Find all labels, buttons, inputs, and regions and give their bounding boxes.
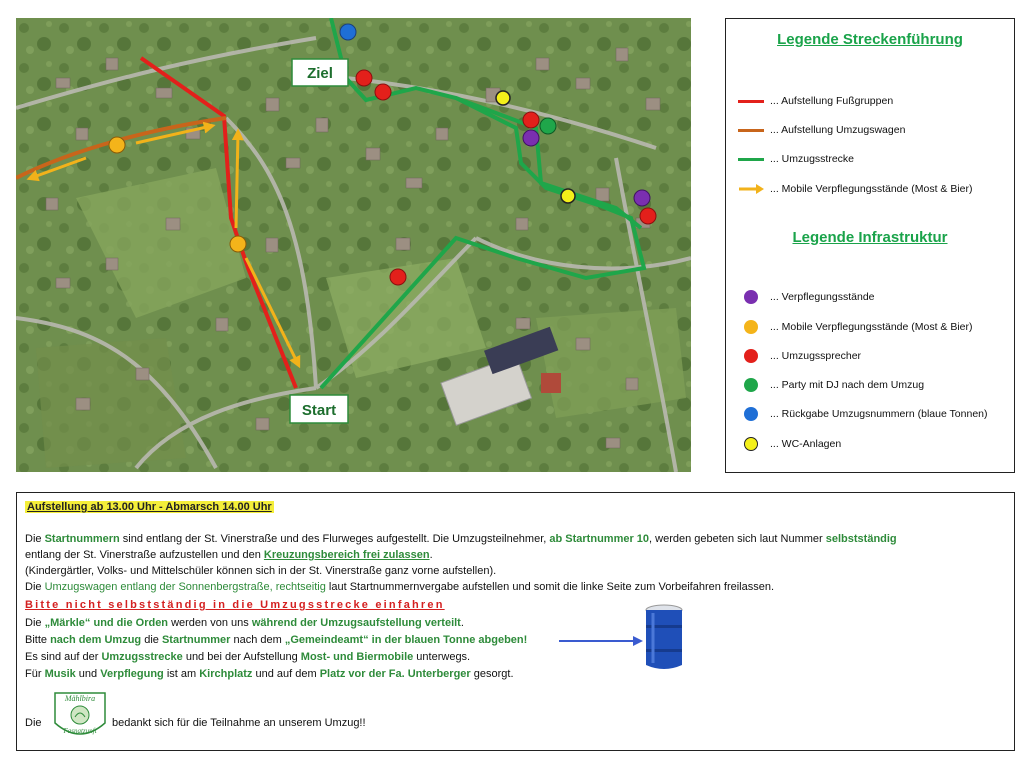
yellow-arrow-icon — [736, 179, 766, 199]
text: laut Startnummernvergabe aufstellen und somit die linke Seite zum Vorbeifahren freilassen. — [325, 581, 775, 593]
warning-text: Bitte nicht selbstständig in die Umzugsstrecke einfahren — [25, 599, 445, 611]
legend-label: ... Mobile Verpflegungsstände (Most & Bier) — [770, 183, 973, 195]
orange-line-icon — [738, 129, 764, 132]
text: werden von uns — [168, 617, 252, 629]
paragraph-3: (Kindergärtler, Volks- und Mittelschüler können sich in der St. Vinerstraße ganz vorne aufstellen). — [25, 565, 497, 577]
legend-label: ... Aufstellung Fußgruppen — [770, 95, 894, 107]
fasnatzunft-logo — [49, 689, 111, 745]
verpflegung-marker — [634, 190, 650, 206]
yellow-dot-icon — [744, 437, 758, 451]
text-highlight: nach dem Umzug — [50, 634, 142, 646]
text: . — [429, 549, 433, 561]
legend-route-title: Legende Streckenführung — [777, 31, 963, 48]
mobile-stand-marker — [230, 236, 246, 252]
red-line-icon — [738, 100, 764, 103]
text: gesorgt. — [470, 668, 514, 680]
text: entlang der St. Vinerstraße aufzustellen und den — [25, 549, 264, 561]
paragraph-1 — [25, 531, 897, 547]
text-highlight: selbstständig — [825, 533, 897, 545]
text-highlight: Umzugsstrecke — [101, 651, 183, 663]
umzugssprecher-marker — [356, 70, 372, 86]
blue-arrow-icon — [557, 631, 647, 651]
closing-text-b: bedankt sich für die Teilnahme an unserem Umzug!! — [112, 717, 366, 729]
ziel-label-text: Ziel — [307, 65, 333, 82]
umzugssprecher-marker — [375, 84, 391, 100]
legend-item-party — [736, 375, 924, 395]
text: Die — [25, 533, 45, 545]
legend-label: ... Umzugssprecher — [770, 350, 862, 362]
legend-infra-title: Legende Infrastruktur — [792, 229, 948, 246]
umzugssprecher-marker — [523, 112, 539, 128]
legend-label: ... Mobile Verpflegungsstände (Most & Bier) — [770, 321, 973, 333]
orange-dot-icon — [744, 320, 758, 334]
text-highlight: Kirchplatz — [199, 668, 253, 680]
text-highlight: ab Startnummer 10 — [549, 533, 650, 545]
paragraph-2 — [25, 547, 433, 563]
logo-text-top: Mählbira — [64, 694, 96, 703]
text: , werden gebeten sich laut Nummer — [649, 533, 826, 545]
text-highlight: Startnummer — [161, 634, 231, 646]
ziel-label — [292, 59, 348, 86]
blue-dot-icon — [744, 407, 758, 421]
text: die — [141, 634, 162, 646]
legend-item-mobile-arrow — [736, 179, 973, 199]
red-dot-icon — [744, 349, 758, 363]
text: sind entlang der St. Vinerstraße und des Flurweges aufgestellt. Die Umzugsteilnehmer, — [119, 533, 550, 545]
text: Für — [25, 668, 45, 680]
text-highlight: Platz vor der Fa. Unterberger — [319, 668, 471, 680]
umzugssprecher-marker — [640, 208, 656, 224]
text-highlight: Musik — [44, 668, 76, 680]
wc-marker — [496, 91, 510, 105]
text: ist am — [163, 668, 200, 680]
paragraph-5 — [25, 615, 464, 631]
text-highlight: Verpflegung — [100, 668, 164, 680]
aerial-map-svg — [16, 18, 691, 472]
headline-text: Aufstellung ab 13.00 Uhr - Abmarsch 14.00 Uhr — [27, 501, 272, 513]
party-marker — [540, 118, 556, 134]
paragraph-4 — [25, 579, 774, 595]
info-box — [16, 492, 1015, 751]
paragraph-7 — [25, 649, 470, 665]
text: Bitte — [25, 634, 51, 646]
warning-line — [25, 597, 445, 613]
text-highlight: „Märkle“ und die Orden — [44, 617, 169, 629]
route-map — [16, 18, 691, 472]
headline — [25, 499, 274, 515]
legend-label: ... Rückgabe Umzugsnummern (blaue Tonnen) — [770, 408, 988, 420]
green-line-icon — [738, 158, 764, 161]
legend-label: ... Party mit DJ nach dem Umzug — [770, 379, 925, 391]
text: und — [75, 668, 101, 680]
legend-item-rueckgabe — [736, 404, 988, 424]
paragraph-8 — [25, 666, 514, 682]
text: unterwegs. — [413, 651, 471, 663]
text: Die — [25, 617, 45, 629]
legend-label: ... Verpflegungsstände — [770, 291, 875, 303]
text: und auf dem — [252, 668, 320, 680]
legend-item-umzugsstrecke — [736, 149, 854, 169]
text-highlight: „Gemeindeamt“ in der blauen Tonne abgeben! — [284, 634, 528, 646]
text: Es sind auf der — [25, 651, 102, 663]
text: und bei der Aufstellung — [182, 651, 301, 663]
closing-text-a: Die — [25, 717, 42, 729]
start-label — [290, 395, 348, 423]
legend-item-verpflegung — [736, 287, 875, 307]
text: nach dem — [230, 634, 285, 646]
legend-item-wc — [736, 434, 841, 454]
text: . — [460, 617, 464, 629]
legend-panel — [725, 18, 1015, 473]
text-highlight: während der Umzugsaufstellung verteilt — [251, 617, 461, 629]
logo-text-bottom: Fasnatzunft — [63, 727, 97, 735]
legend-item-umzugswagen — [736, 120, 905, 140]
text-highlight: Kreuzungsbereich frei zulassen — [263, 549, 430, 561]
text-highlight: Umzugswagen entlang der Sonnenbergstraße, rechtseitig — [44, 581, 326, 593]
legend-item-fussgruppen — [736, 91, 893, 111]
wc-marker — [561, 189, 575, 203]
legend-item-sprecher — [736, 346, 861, 366]
verpflegung-marker — [523, 130, 539, 146]
purple-dot-icon — [744, 290, 758, 304]
blue-barrel-icon — [641, 603, 687, 673]
legend-label: ... Aufstellung Umzugswagen — [770, 124, 906, 136]
legend-label: ... Umzugsstrecke — [770, 153, 855, 165]
mobile-stand-marker — [109, 137, 125, 153]
green-dot-icon — [744, 378, 758, 392]
legend-label: ... WC-Anlagen — [770, 438, 842, 450]
text-highlight: Startnummern — [44, 533, 120, 545]
text: Die — [25, 581, 45, 593]
legend-item-mobile — [736, 317, 973, 337]
start-label-text: Start — [301, 402, 337, 419]
text-highlight: Most- und Biermobile — [300, 651, 414, 663]
blue-tonne-marker — [340, 24, 356, 40]
paragraph-6 — [25, 632, 527, 648]
umzugssprecher-marker — [390, 269, 406, 285]
